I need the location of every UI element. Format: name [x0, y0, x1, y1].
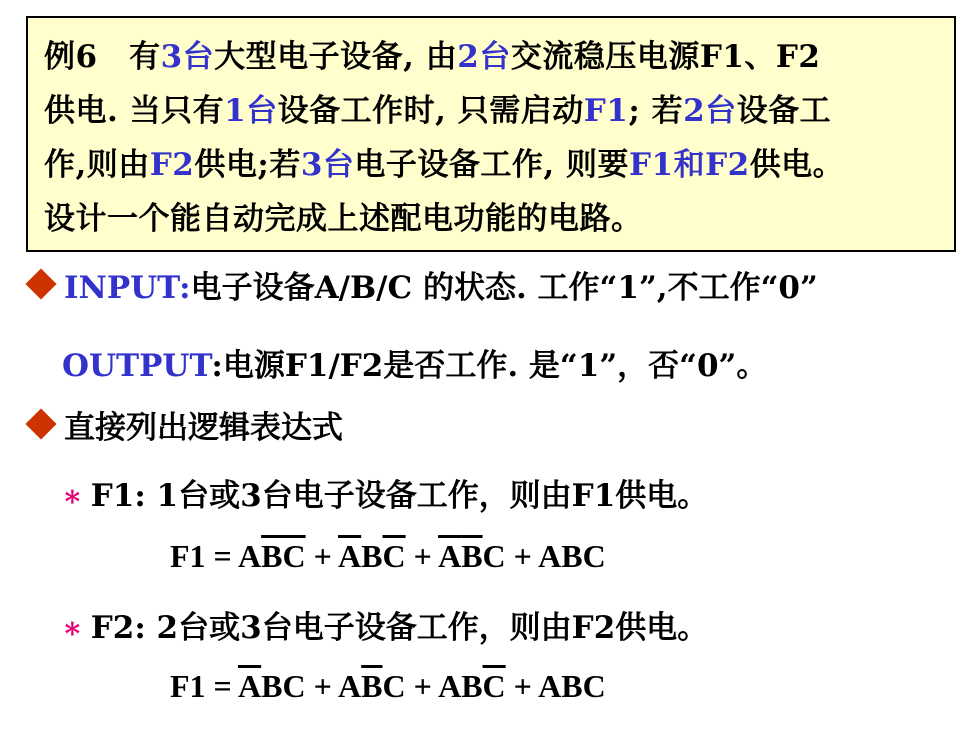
input-text: 电子设备A/B/C 的状态. 工作“1”,不工作“0” — [190, 270, 818, 306]
formula-plus: + — [505, 538, 539, 574]
negated-variable: $\overline{B}$ — [461, 538, 483, 574]
negated-variable: $\overline{C}$ — [382, 538, 406, 574]
input-row — [26, 262, 818, 307]
bullet-heading-row — [26, 402, 343, 447]
input-label: INPUT: — [64, 270, 191, 306]
variable: A — [238, 538, 262, 574]
variable: B — [561, 538, 583, 574]
formula-plus: + — [305, 668, 339, 704]
formula-f2 — [170, 668, 606, 705]
negated-variable: $\overline{A}$ — [438, 538, 462, 574]
diamond-bullet-icon — [25, 268, 56, 299]
problem-text: 设备工作时, 只需启动 — [277, 93, 584, 129]
highlight-text: 3台 — [300, 147, 355, 183]
asterisk-bullet-icon: ∗ — [62, 611, 83, 646]
highlight-text: F1和F2 — [629, 147, 750, 183]
variable: B — [561, 668, 583, 704]
formula-plus: + — [405, 668, 439, 704]
negated-variable: $\overline{A}$ — [238, 668, 262, 704]
problem-text: 供电。 — [749, 147, 845, 183]
problem-line-1 — [44, 30, 940, 84]
formula-plus: + — [405, 538, 439, 574]
problem-line-2 — [44, 84, 940, 138]
problem-text: ; 若 — [628, 93, 684, 129]
problem-box — [26, 16, 956, 252]
highlight-text: 3台 — [160, 39, 215, 75]
problem-text: 交流稳压电源F1、F2 — [510, 39, 821, 75]
variable: C — [582, 668, 606, 704]
f2-item-row — [62, 602, 708, 647]
variable: B — [361, 538, 383, 574]
highlight-text: F2 — [149, 147, 195, 183]
output-label: OUTPUT — [62, 348, 212, 384]
problem-text: 电子设备工作, 则要 — [354, 147, 630, 183]
bullet-heading: 直接列出逻辑表达式 — [64, 410, 343, 446]
problem-line-3 — [44, 138, 940, 192]
variable: B — [461, 668, 483, 704]
variable: C — [482, 538, 506, 574]
diamond-bullet-icon — [25, 408, 56, 439]
output-text: :电源F1/F2是否工作. 是“1”，否“0”。 — [211, 348, 768, 384]
variable: A — [438, 668, 462, 704]
problem-text: 作,则由 — [44, 147, 150, 183]
output-row — [62, 340, 767, 385]
variable: C — [382, 668, 406, 704]
f2-item-text: F2: 2台或3台电子设备工作，则由F2供电。 — [90, 610, 709, 646]
highlight-text: F1 — [583, 93, 629, 129]
problem-text: 设计一个能自动完成上述配电功能的电路。 — [44, 201, 643, 237]
negated-variable: $\overline{B}$ — [261, 538, 283, 574]
formula-plus: + — [505, 668, 539, 704]
problem-text: 供电. 当只有 — [44, 93, 225, 129]
negated-variable: $\overline{B}$ — [361, 668, 383, 704]
highlight-text: 1台 — [224, 93, 278, 129]
variable: A — [538, 668, 562, 704]
asterisk-bullet-icon: ∗ — [62, 479, 83, 514]
f1-item-text: F1: 1台或3台电子设备工作，则由F1供电。 — [90, 478, 709, 514]
highlight-text: 2台 — [683, 93, 737, 129]
f1-item-row — [62, 470, 708, 515]
problem-text: 供电;若 — [194, 147, 301, 183]
variable: A — [538, 538, 562, 574]
formula-plus: + — [305, 538, 339, 574]
highlight-text: 2台 — [457, 39, 511, 75]
negated-variable: $\overline{C}$ — [482, 668, 506, 704]
negated-variable: $\overline{C}$ — [282, 538, 306, 574]
problem-text: 设备工 — [736, 93, 832, 129]
formula-lhs: F1 = — [170, 538, 239, 574]
formula-f1 — [170, 538, 606, 575]
problem-line-4 — [44, 192, 940, 246]
formula-lhs: F1 = — [170, 668, 239, 704]
variable: C — [282, 668, 306, 704]
variable: A — [338, 668, 362, 704]
variable: C — [582, 538, 606, 574]
problem-text: 大型电子设备, 由 — [214, 39, 458, 75]
problem-text: 例6 有 — [44, 39, 161, 75]
variable: B — [261, 668, 283, 704]
negated-variable: $\overline{A}$ — [338, 538, 362, 574]
